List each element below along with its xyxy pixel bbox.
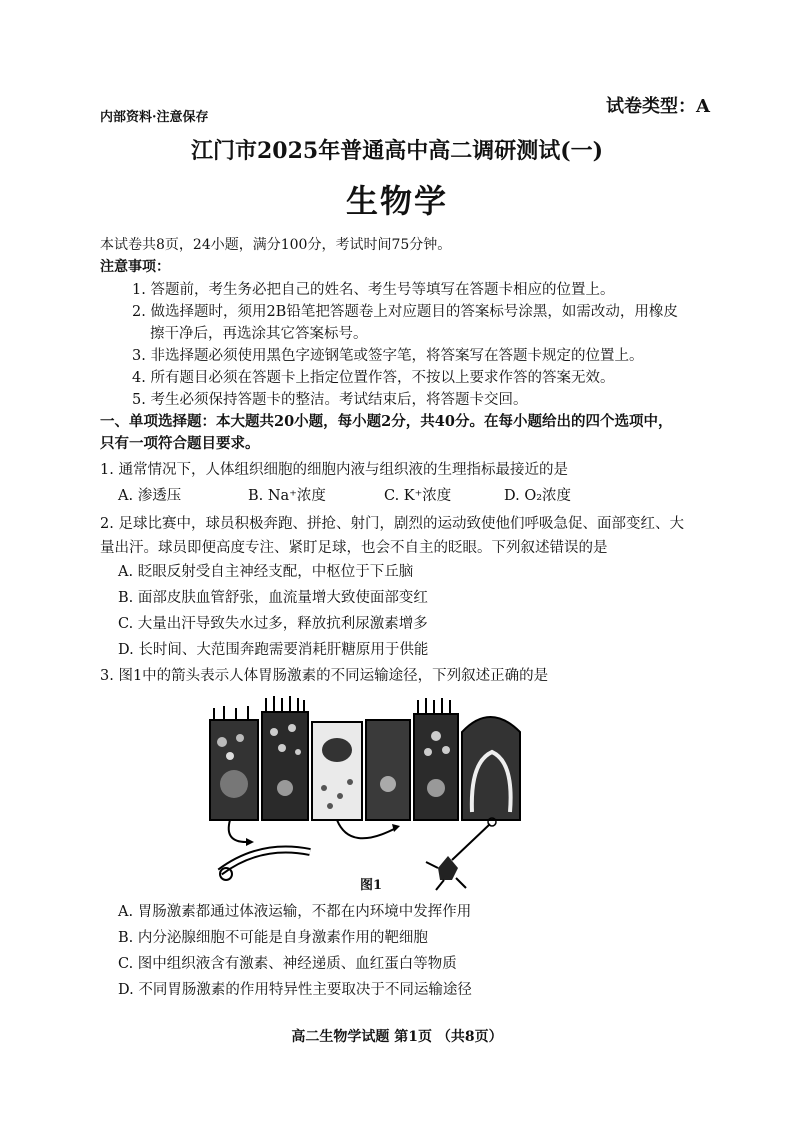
cell-2-nucleus (277, 780, 293, 796)
q3-option-d: D. 不同胃肠激素的作用特异性主要取决于不同运输途径 (118, 982, 472, 998)
epithelial-cell-2 (262, 712, 308, 820)
gut-epithelium-illustration (200, 692, 535, 892)
q3-option-b: B. 内分泌腺细胞不可能是自身激素作用的靶细胞 (118, 930, 428, 946)
q1-stem: 1. 通常情况下，人体组织细胞的细胞内液与组织液的生理指标最接近的是 (100, 462, 568, 478)
q2-option-b: B. 面部皮肤血管舒张，血流量增大致使面部变红 (118, 590, 428, 606)
section-heading-line1: 一、单项选择题：本大题共20小题，每小题2分，共40分。在每小题给出的四个选项中， (100, 413, 673, 430)
transport-arrow-2 (337, 820, 396, 838)
section-heading-line2: 只有一项符合题目要求。 (100, 435, 260, 452)
transport-arrow-1 (229, 820, 246, 842)
q3-option-c: C. 图中组织液含有激素、神经递质、血红蛋白等物质 (118, 956, 457, 972)
epithelial-cell-5 (414, 714, 458, 820)
q1-option-c: C. K⁺浓度 (384, 488, 452, 504)
note-item-4: 4. 所有题目必须在答题卡上指定位置作答，不按以上要求作答的答案无效。 (132, 370, 615, 386)
note-item-3: 3. 非选择题必须使用黑色字迹钢笔或签字笔，将答案写在答题卡规定的位置上。 (132, 348, 644, 364)
q1-option-b: B. Na⁺浓度 (248, 488, 326, 504)
exam-title: 江门市2025年普通高中高二调研测试(一) (190, 138, 604, 164)
endocrine-cell-nucleus (322, 738, 352, 762)
note-item-2-cont: 擦干净后，再选涂其它答案标号。 (150, 326, 368, 342)
subject-title: 生物学 (345, 182, 448, 220)
q2-stem-line2: 量出汗。球员即便高度专注、紧盯足球，也会不自主的眨眼。下列叙述错误的是 (100, 540, 608, 556)
page-footer: 高二生物学试题 第1页 （共8页） (291, 1029, 503, 1045)
notes-heading: 注意事项： (100, 259, 170, 275)
note-item-2: 2. 做选择题时，须用2B铅笔把答题卷上对应题目的答案标号涂黑，如需改动，用橡皮 (132, 304, 678, 320)
note-item-5: 5. 考生必须保持答题卡的整洁。考试结束后，将答题卡交回。 (132, 392, 528, 408)
paper-type-label: 试卷类型：A (606, 96, 710, 117)
figure-1-gut-hormone-diagram (200, 692, 535, 892)
q1-option-a: A. 渗透压 (118, 488, 182, 504)
q1-option-d: D. O₂浓度 (504, 488, 572, 504)
figure-1-caption: 图1 (360, 878, 383, 893)
q2-option-d: D. 长时间、大范围奔跑需要消耗肝糖原用于供能 (118, 642, 429, 658)
q3-option-a: A. 胃肠激素都通过体液运输，不都在内环境中发挥作用 (118, 904, 472, 920)
epithelial-cell-4 (366, 720, 410, 820)
q2-option-c: C. 大量出汗导致失水过多，释放抗利尿激素增多 (118, 616, 428, 632)
neuron-cell-body (438, 856, 458, 880)
exam-intro: 本试卷共8页，24小题，满分100分，考试时间75分钟。 (100, 237, 452, 253)
cell-1-nucleus (220, 770, 248, 798)
q3-stem: 3. 图1中的箭头表示人体胃肠激素的不同运输途径，下列叙述正确的是 (100, 668, 549, 684)
endocrine-cell (312, 722, 362, 820)
classification-label: 内部资料·注意保存 (100, 110, 209, 125)
neuron-axon (452, 824, 490, 860)
q2-option-a: A. 眨眼反射受自主神经支配，中枢位于下丘脑 (118, 564, 414, 580)
q2-stem-line1: 2. 足球比赛中，球员积极奔跑、拼抢、射门，剧烈的运动致使他们呼吸急促、面部变红、大 (100, 516, 684, 532)
note-item-1: 1. 答题前，考生务必把自己的姓名、考生号等填写在答题卡相应的位置上。 (132, 282, 615, 298)
